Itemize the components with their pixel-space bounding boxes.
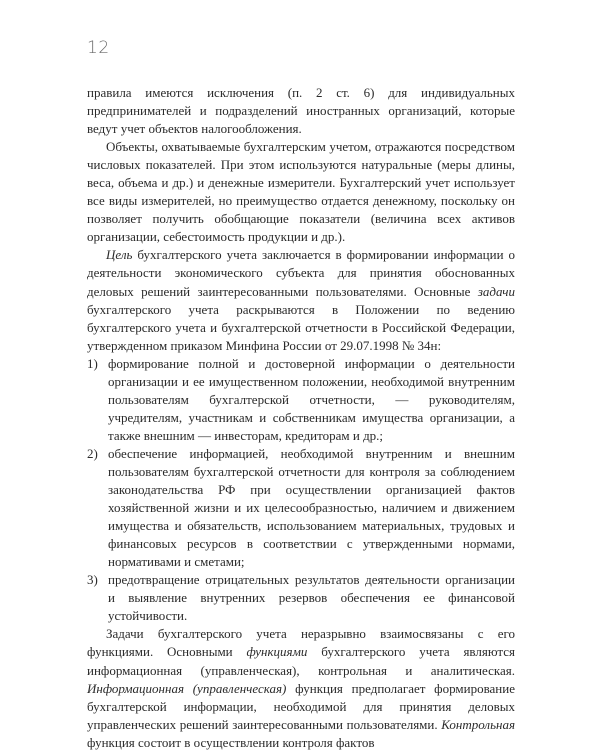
paragraph-text: бухгалтерского учета заключается в формировании информации о деятельности экономического субъекта для принятия обоснованных деловых решений заинтересованными пользователями. Основные xyxy=(87,247,515,299)
term-control-function: Контрольная xyxy=(441,716,515,732)
paragraph-functions xyxy=(87,625,515,751)
term-informational-function: Информационная (управленческая) xyxy=(87,680,287,696)
list-item xyxy=(87,445,515,571)
paragraph-text: бухгалтерского учета раскрываются в Положении по ведению бухгалтерского учета и бухгалтерской отчетности в Российской Федерации, утвержденном приказом Минфина России от 29.07.1998 № 34н: xyxy=(87,301,515,353)
paragraph-text: функция предполагает формирование бухгалтерской информации, необходимой для принятия деловых управленческих решений заинтересованными пользователями. xyxy=(87,680,515,732)
term-tasks: задачи xyxy=(477,283,515,299)
list-item xyxy=(87,355,515,445)
paragraph-purpose-and-tasks xyxy=(87,246,515,354)
paragraph-text: бухгалтерского учета являются информационная (управленческая), контрольная и аналитическая. xyxy=(87,644,515,678)
list-item-number: 3) xyxy=(87,572,98,588)
list-item-number: 2) xyxy=(87,445,98,461)
document-body xyxy=(87,84,515,752)
list-item-number: 1) xyxy=(87,355,98,371)
term-functions: функциями xyxy=(246,644,308,660)
term-purpose: Цель xyxy=(106,247,133,263)
list-item xyxy=(87,571,515,625)
list-item-text: предотвращение отрицательных результатов деятельности организации и выявление внутренних резервов обеспечения ее финансовой устойчивости. xyxy=(108,572,515,624)
list-item-text: формирование полной и достоверной информации о деятельности организации и ее имущественном положении, необходимой внутренним пользователям бухгалтерской отчетности, — руководителям, учредителям, участникам и собственникам имущества организации, а также внешним — инвесторам, кредиторам и др.; xyxy=(108,355,515,443)
page-number: 12 xyxy=(87,38,110,58)
paragraph-text: Задачи бухгалтерского учета неразрывно взаимосвязаны с его функциями. Основными xyxy=(87,626,515,660)
paragraph-measurement-units: Объекты, охватываемые бухгалтерским учетом, отражаются посредством числовых показателей. При этом используются натуральные (меры длины, веса, объема и др.) и денежные измерители. Бухгалтерский учет использует все виды измерителей, но преимущество отдается денежному, поскольку он позволяет получить обобщающие показатели (величина всех активов организации, себестоимость продукции и др.). xyxy=(87,139,515,245)
paragraph-text: функция состоит в осуществлении контроля фактов xyxy=(87,734,375,750)
paragraph-exceptions: правила имеются исключения (п. 2 ст. 6) для индивидуальных предпринимателей и подразделений иностранных организаций, которые ведут учет объектов налогообложения. xyxy=(87,85,515,137)
list-item-text: обеспечение информацией, необходимой внутренним и внешним пользователям бухгалтерской отчетности для контроля за соблюдением законодательства РФ при осуществлении организацией фактов хозяйственной жизни и их целесообразностью, наличием и движением имущества и обязательств, использованием материальных, трудовых и финансовых ресурсов в соответствии с утвержденными нормами, нормативами и сметами; xyxy=(108,445,515,570)
